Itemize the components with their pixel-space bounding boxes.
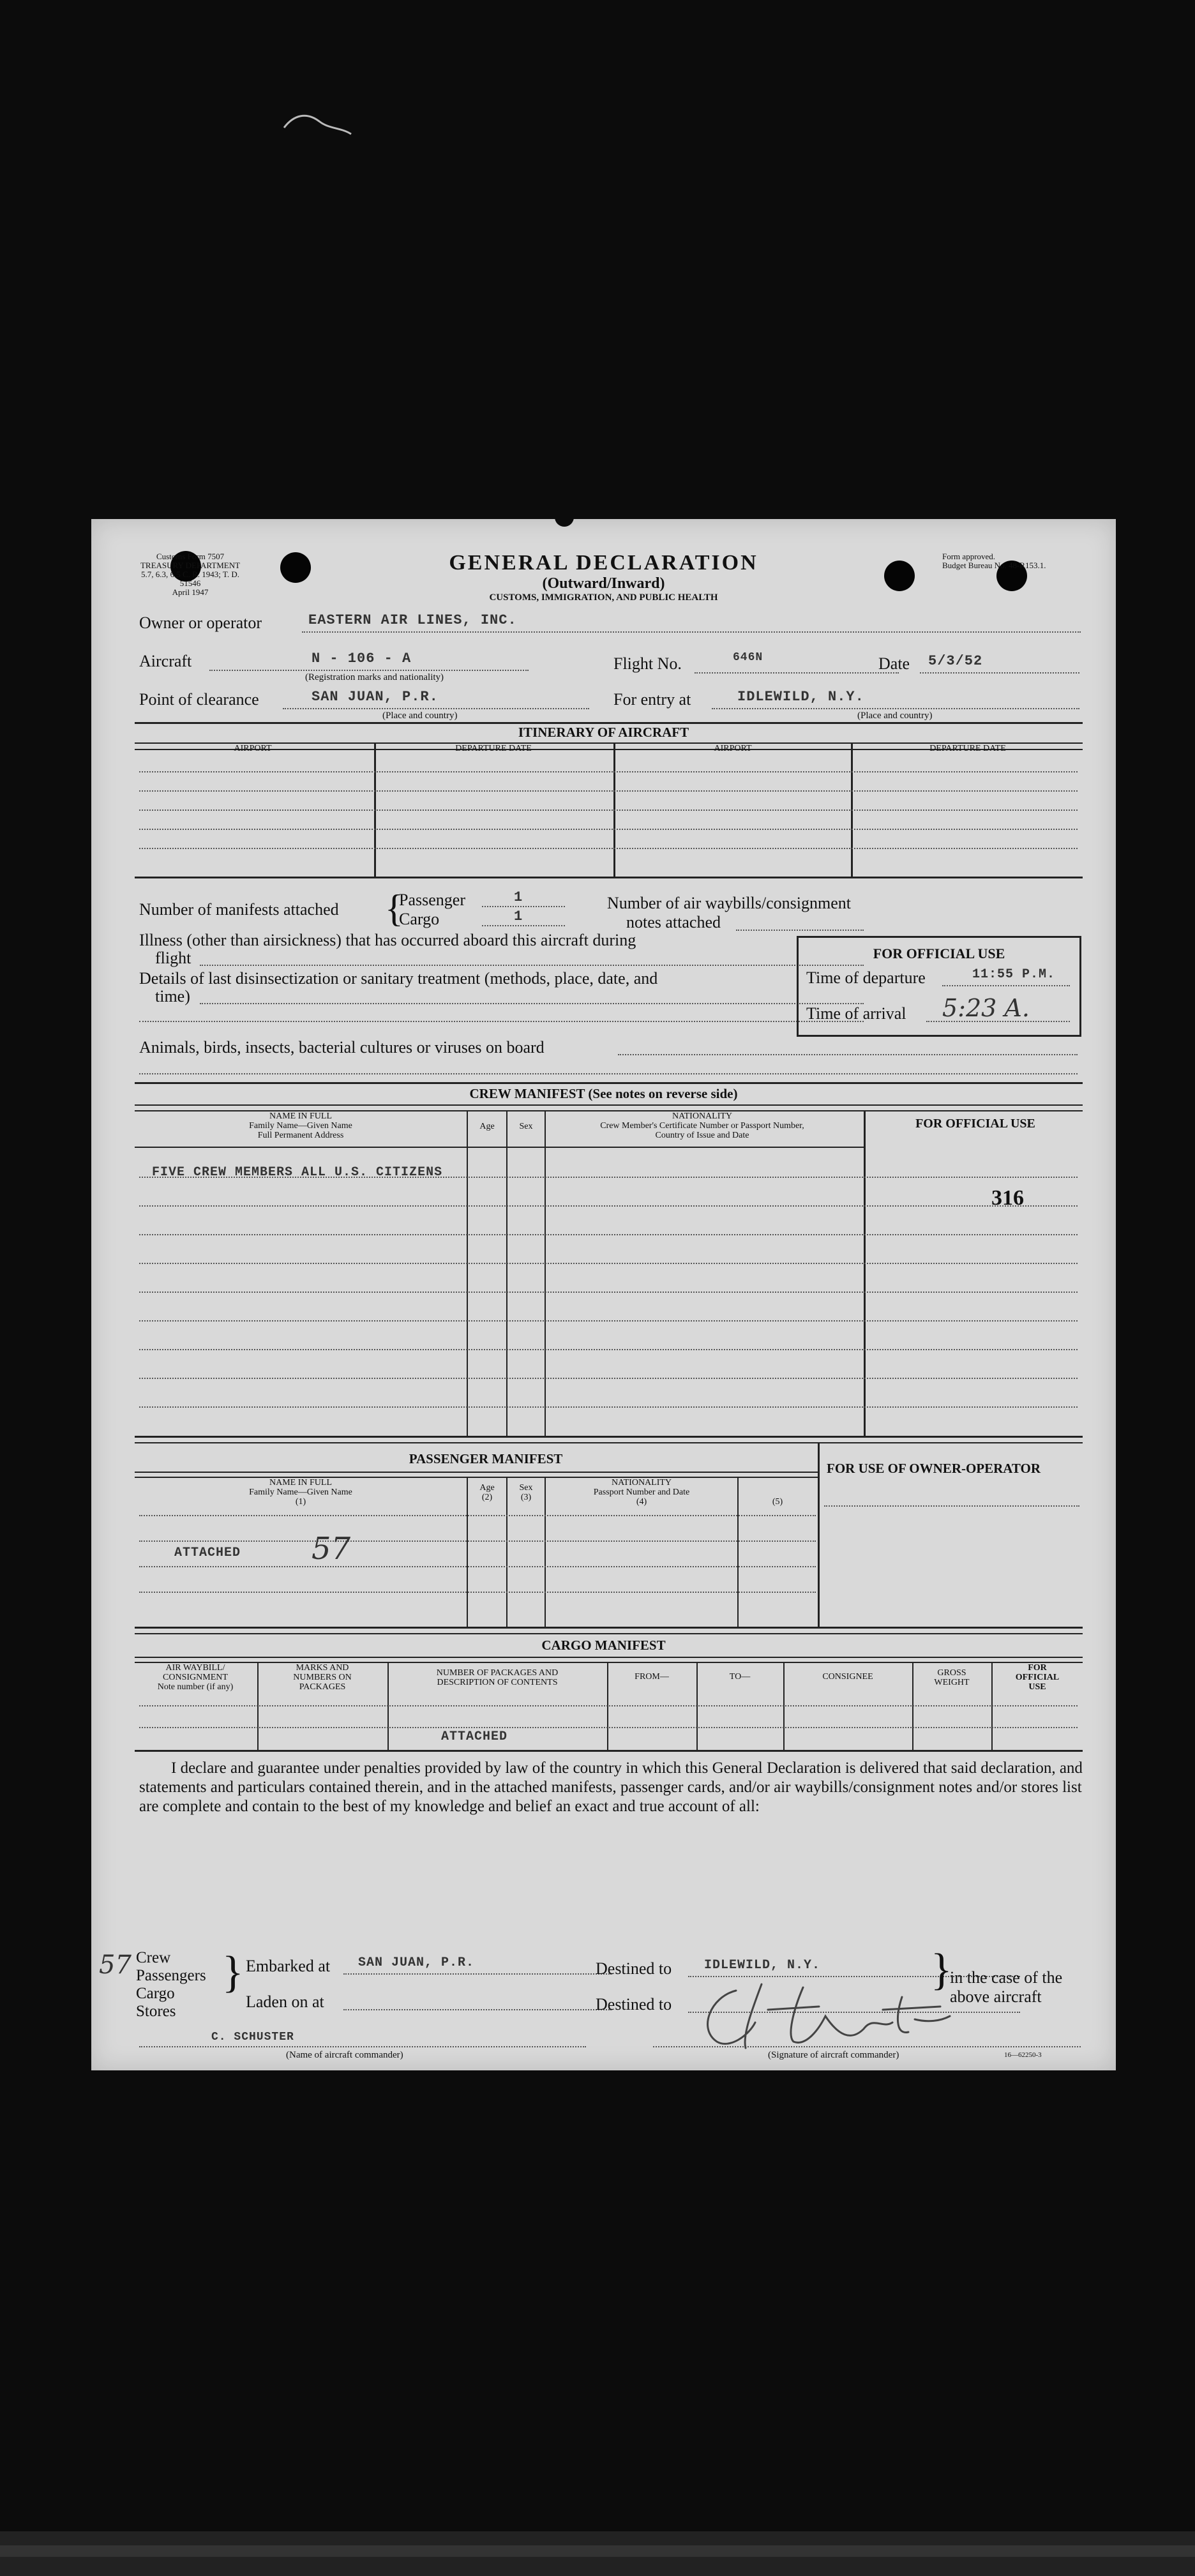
crew-header: Age (479, 1122, 495, 1131)
case-text-2: above aircraft (950, 1987, 1042, 2006)
approval-line: Form approved. (942, 552, 996, 561)
passenger-header: NATIONALITY Passport Number and Date (4) (593, 1478, 690, 1507)
film-edge (0, 2531, 1195, 2576)
declaration-list-item: Crew (136, 1949, 171, 1966)
clearance-label: Point of clearance (139, 690, 259, 709)
owner-value: EASTERN AIR LINES, INC. (308, 612, 517, 628)
signature-caption: (Signature of aircraft commander) (768, 2050, 899, 2060)
illness-label: Illness (other than airsickness) that has occurred aboard this aircraft during (139, 931, 636, 949)
embarked-label: Embarked at (246, 1957, 331, 1975)
departure-time-value: 11:55 P.M. (972, 967, 1056, 982)
itinerary-header: AIRPORT (234, 744, 272, 753)
cargo-header: GROSS WEIGHT (934, 1668, 970, 1687)
passenger-manifest-value: 1 (514, 889, 523, 905)
itinerary-title: ITINERARY OF AIRCRAFT (518, 725, 689, 740)
owner-operator-title: FOR USE OF OWNER-OPERATOR (827, 1461, 1041, 1476)
owner-label: Owner or operator (139, 614, 262, 632)
form-number-line: TREASURY DEPARTMENT (140, 561, 241, 570)
cargo-header: MARKS AND NUMBERS ON PACKAGES (293, 1663, 352, 1692)
crew-header: NAME IN FULL Family Name—Given Name Full Permanent Address (249, 1111, 352, 1140)
laden-label: Laden on at (246, 1992, 324, 2011)
form-number-line: April 1947 (172, 587, 209, 597)
passenger-header: Sex (3) (519, 1483, 533, 1502)
cargo-header: AIR WAYBILL/ CONSIGNMENT Note number (if any) (157, 1663, 234, 1692)
embarked-value: SAN JUAN, P.R. (358, 1955, 475, 1970)
declaration-list-item: Cargo (136, 1985, 175, 2002)
destined-label: Destined to (596, 1959, 672, 1978)
approval-line: Budget Bureau No. 48-R153.1. (942, 561, 1046, 570)
arrival-time-value: 5:23 A. (942, 994, 1030, 1022)
official-use-box (797, 936, 1081, 1037)
destined-label-2: Destined to (596, 1995, 672, 2014)
approval-block (942, 552, 1046, 570)
itinerary-header: DEPARTURE DATE (929, 744, 1006, 753)
date-label: Date (878, 654, 910, 673)
cargo-entry: ATTACHED (441, 1729, 508, 1744)
declaration-list (136, 1949, 206, 2021)
stray-mark (281, 109, 357, 147)
itinerary-header: AIRPORT (714, 744, 752, 753)
crew-header: NATIONALITY Crew Member's Certificate Number or Passport Number, Country of Issue and Date (600, 1111, 804, 1140)
official-use-title: FOR OFFICIAL USE (873, 945, 1005, 961)
passenger-header: (5) (772, 1497, 783, 1507)
crew-entry: FIVE CREW MEMBERS ALL U.S. CITIZENS (152, 1165, 443, 1180)
form-number-line: Customs Form 7507 (156, 552, 225, 561)
passenger-manifest-label: Passenger (399, 891, 465, 909)
passenger-header: Age (2) (479, 1483, 495, 1502)
form-number-line: 5.7, 6.3, 6.5 C. R. 1943; T. D. 51546 (140, 569, 240, 588)
animals-label: Animals, birds, insects, bacterial cultures or viruses on board (139, 1038, 545, 1057)
crew-manifest-title: CREW MANIFEST (See notes on reverse side) (469, 1086, 738, 1101)
declaration-list-item: Stores (136, 2003, 176, 2020)
form-title: GENERAL DECLARATION (449, 551, 758, 575)
entry-caption: (Place and country) (857, 711, 933, 721)
destined-brace: } (931, 1945, 952, 1994)
aircraft-caption: (Registration marks and nationality) (305, 672, 444, 682)
cargo-manifest-label: Cargo (399, 910, 440, 928)
waybills-label-2: notes attached (626, 913, 721, 931)
commander-name: C. SCHUSTER (211, 2031, 294, 2044)
general-declaration-form (91, 519, 1116, 2070)
cargo-header: FROM— (635, 1672, 669, 1682)
clearance-caption: (Place and country) (382, 711, 458, 721)
waybills-label: Number of air waybills/consignment (607, 894, 851, 912)
aircraft-label: Aircraft (139, 652, 192, 670)
cargo-manifest-value: 1 (514, 908, 523, 924)
print-code: 16—62250-3 (1004, 2051, 1042, 2059)
disinsect-label-2: time) (155, 987, 190, 1006)
passenger-manifest-title: PASSENGER MANIFEST (409, 1451, 563, 1466)
crew-header: Sex (519, 1122, 533, 1131)
cargo-header: NUMBER OF PACKAGES AND DESCRIPTION OF CONTENTS (436, 1668, 559, 1687)
itinerary-header: DEPARTURE DATE (455, 744, 532, 753)
disinsect-label: Details of last disinsectization or sanitary treatment (methods, place, date, and (139, 969, 658, 988)
flight-label: Flight No. (613, 654, 682, 673)
clearance-value: SAN JUAN, P.R. (312, 689, 439, 705)
punch-hole (555, 508, 574, 527)
declaration-text: I declare and guarantee under penalties provided by law of the country in which this General Declaration is delivered that said declaration, and statements and particulars contained therein, and in the attached manifests, passenger cards, and/or air waybills/consignment notes and/or stores list are complete and contain to the best of my knowledge and belief an exact and true account of all: (139, 1759, 1083, 1815)
flight-value: 646N (733, 651, 763, 664)
passenger-count: 57 (312, 1531, 351, 1567)
entry-value: IDLEWILD, N.Y. (737, 689, 864, 705)
declaration-count-mark: 57 (99, 1950, 132, 1980)
cargo-header: TO— (729, 1672, 751, 1682)
declaration-brace: } (222, 1948, 244, 1997)
aircraft-value: N - 106 - A (312, 651, 412, 667)
cargo-header: CONSIGNEE (822, 1672, 873, 1682)
cargo-manifest-title: CARGO MANIFEST (541, 1638, 666, 1653)
cargo-header: FOR OFFICIAL USE (1015, 1663, 1060, 1692)
declaration-list-item: Passengers (136, 1967, 206, 1984)
crew-official-number: 316 (991, 1186, 1024, 1210)
passenger-header: NAME IN FULL Family Name—Given Name (1) (249, 1478, 352, 1507)
passenger-entry: ATTACHED (174, 1546, 241, 1560)
date-value: 5/3/52 (928, 653, 983, 669)
arrival-time-label: Time of arrival (806, 1004, 906, 1023)
departure-time-label: Time of departure (806, 968, 926, 987)
form-subtitle: (Outward/Inward) (542, 575, 665, 592)
manifests-label: Number of manifests attached (139, 900, 339, 919)
commander-name-caption: (Name of aircraft commander) (286, 2050, 403, 2060)
destined-value: IDLEWILD, N.Y. (704, 1958, 821, 1973)
crew-header-official: FOR OFFICIAL USE (915, 1117, 1035, 1131)
entry-label: For entry at (613, 690, 691, 709)
commander-signature (691, 1971, 959, 2054)
case-text: in the case of the (950, 1968, 1063, 1987)
form-sub-subtitle: CUSTOMS, IMMIGRATION, AND PUBLIC HEALTH (489, 592, 718, 603)
brace: { (385, 887, 403, 930)
illness-label-2: flight (155, 949, 192, 967)
